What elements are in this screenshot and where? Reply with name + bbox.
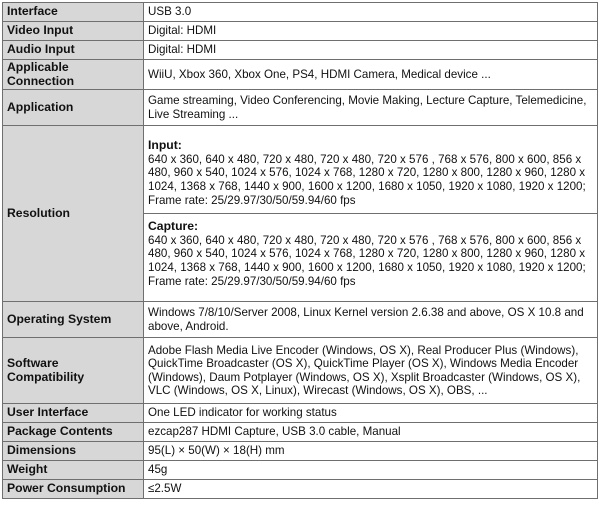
row-label-resolution: Resolution <box>3 126 144 302</box>
row-label-audio-input: Audio Input <box>3 41 144 60</box>
table-row <box>3 60 598 90</box>
table-row <box>3 480 598 499</box>
row-value-dimensions: 95(L) × 50(W) × 18(H) mm <box>144 442 598 461</box>
row-label-interface: Interface <box>3 3 144 22</box>
row-label-application: Application <box>3 90 144 126</box>
row-label-package-contents: Package Contents <box>3 423 144 442</box>
row-label-operating-system: Operating System <box>3 302 144 338</box>
row-label-software-compatibility: Software Compatibility <box>3 338 144 404</box>
row-label-applicable-connection: Applicable Connection <box>3 60 144 90</box>
table-row <box>3 423 598 442</box>
row-value-software-compatibility: Adobe Flash Media Live Encoder (Windows, OS X), Real Producer Plus (Windows), QuickTime Broadcaster (OS X), QuickTime Player (OS X), Windows Media Encoder (Windows), Daum Potplayer (Windows, OS X), Xsplit Broadcaster (Windows, OS X), VLC (Windows, OS X, Linux), Wirecast (Windows, OS X), OBS, ... <box>144 338 598 404</box>
spec-table <box>2 2 598 499</box>
resolution-input-title: Input: <box>148 138 182 153</box>
row-value-user-interface: One LED indicator for working status <box>144 404 598 423</box>
table-row <box>3 404 598 423</box>
table-row <box>3 126 598 302</box>
resolution-input-text: 640 x 360, 640 x 480, 720 x 480, 720 x 480, 720 x 576 , 768 x 576, 800 x 600, 856 x 480, 960 x 540, 1024 x 576, 1024 x 768, 1280 x 720, 1280 x 800, 1280 x 960, 1280 x 1024, 1368 x 768, 1440 x 900, 1600 x 1200, 1680 x 1050, 1920 x 1080, 1920 x 1200; Frame rate: 25/29.97/30/50/59.94/60 fps <box>148 152 586 207</box>
row-label-dimensions: Dimensions <box>3 442 144 461</box>
table-row <box>3 3 598 22</box>
row-value-resolution <box>144 126 598 302</box>
row-label-user-interface: User Interface <box>3 404 144 423</box>
row-value-weight: 45g <box>144 461 598 480</box>
row-value-audio-input: Digital: HDMI <box>144 41 598 60</box>
table-row <box>3 22 598 41</box>
row-label-power-consumption: Power Consumption <box>3 480 144 499</box>
row-value-applicable-connection: WiiU, Xbox 360, Xbox One, PS4, HDMI Camera, Medical device ... <box>144 60 598 90</box>
row-value-package-contents: ezcap287 HDMI Capture, USB 3.0 cable, Manual <box>144 423 598 442</box>
table-row <box>3 302 598 338</box>
table-row <box>3 41 598 60</box>
resolution-capture-title: Capture: <box>148 219 199 234</box>
table-row <box>3 442 598 461</box>
row-value-video-input: Digital: HDMI <box>144 22 598 41</box>
row-label-weight: Weight <box>3 461 144 480</box>
row-value-application: Game streaming, Video Conferencing, Movie Making, Lecture Capture, Telemedicine, Live Streaming ... <box>144 90 598 126</box>
row-value-power-consumption: ≤2.5W <box>144 480 598 499</box>
table-row <box>3 90 598 126</box>
table-row <box>3 338 598 404</box>
resolution-divider <box>144 213 597 214</box>
row-value-operating-system: Windows 7/8/10/Server 2008, Linux Kernel version 2.6.38 and above, OS X 10.8 and above, Android. <box>144 302 598 338</box>
row-label-video-input: Video Input <box>3 22 144 41</box>
row-value-interface: USB 3.0 <box>144 3 598 22</box>
resolution-capture-text: 640 x 360, 640 x 480, 720 x 480, 720 x 480, 720 x 576 , 768 x 576, 800 x 600, 856 x 480, 960 x 540, 1024 x 576, 1024 x 768, 1280 x 720, 1280 x 800, 1280 x 960, 1280 x 1024, 1368 x 768, 1440 x 900, 1600 x 1200, 1680 x 1050, 1920 x 1080, 1920 x 1200; Frame rate: 25/29.97/30/50/59.94/60 fps <box>148 233 586 288</box>
table-row <box>3 461 598 480</box>
